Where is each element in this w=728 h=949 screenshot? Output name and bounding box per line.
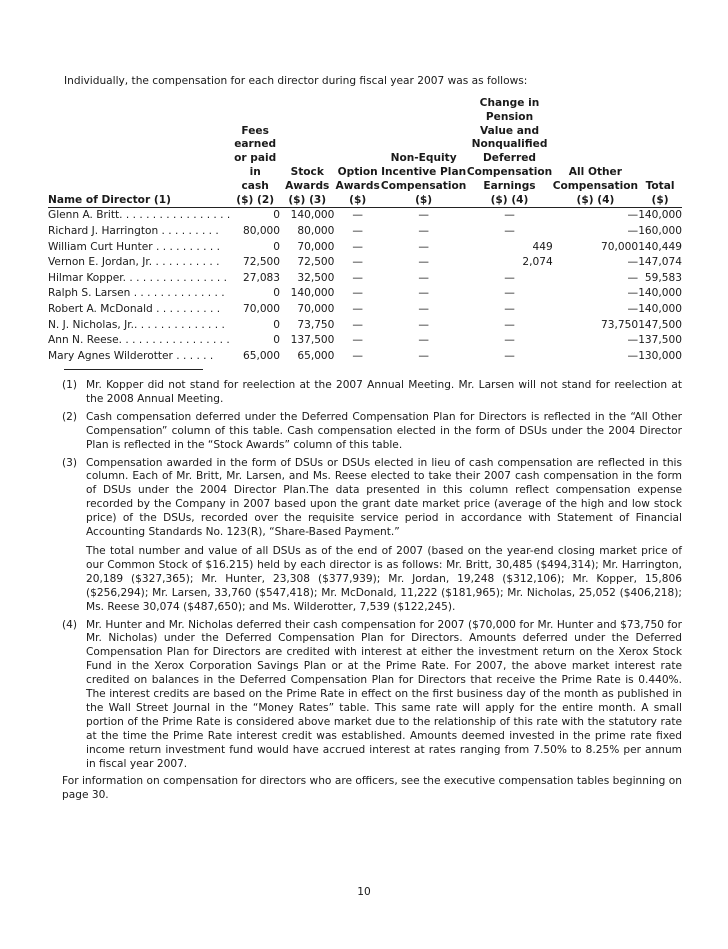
cell-option: — <box>352 224 363 237</box>
cell-other: — <box>627 224 639 237</box>
header-line: Earnings <box>483 179 536 192</box>
header-line: Stock <box>290 165 324 178</box>
cell-fees: 27,083 <box>242 271 281 284</box>
cell-option: — <box>352 209 363 222</box>
header-pension <box>466 97 552 208</box>
cell-pension: 449 <box>532 240 553 253</box>
cell-stock: 70,000 <box>297 302 335 315</box>
cell-nonequity: — <box>418 302 429 315</box>
header-line: ($) (4) <box>576 193 615 206</box>
cell-stock: 140,000 <box>290 209 335 222</box>
cell-pension: — <box>504 334 515 347</box>
header-stock-awards <box>280 97 334 208</box>
footnote-marker: (2) <box>62 410 78 423</box>
cell-nonequity: — <box>418 224 429 237</box>
header-line: earned <box>234 138 277 151</box>
cell-other: — <box>627 271 639 284</box>
table-row <box>48 318 682 334</box>
footnote <box>62 457 682 615</box>
cell-option: — <box>352 302 363 315</box>
header-line: Awards <box>285 179 330 192</box>
header-line: All Other <box>568 165 622 178</box>
cell-name: Richard J. Harrington . . . . . . . . . <box>48 224 219 237</box>
cell-pension: — <box>504 224 515 237</box>
cell-other: — <box>627 349 639 362</box>
cell-option: — <box>352 287 363 300</box>
director-compensation-table <box>48 97 682 364</box>
cell-option: — <box>352 349 363 362</box>
cell-total: 147,500 <box>638 318 682 331</box>
cell-option: — <box>352 256 363 269</box>
cell-other: — <box>627 334 639 347</box>
header-line: Deferred <box>483 152 536 165</box>
cell-fees: 0 <box>273 209 281 222</box>
cell-other: — <box>627 209 639 222</box>
cell-other: 73,750 <box>601 318 639 331</box>
cell-other: 70,000 <box>601 240 639 253</box>
header-line: Non-Equity <box>390 152 457 165</box>
header-total <box>638 97 682 208</box>
cell-nonequity: — <box>418 271 429 284</box>
header-line: Option <box>337 165 378 178</box>
footnote-marker: (1) <box>62 379 78 391</box>
cell-other: — <box>627 256 639 269</box>
table-row <box>48 208 682 224</box>
footnote <box>62 411 682 453</box>
cell-nonequity: — <box>418 240 429 253</box>
cell-name: William Curt Hunter . . . . . . . . . . <box>48 240 220 253</box>
cell-name: Vernon E. Jordan, Jr. . . . . . . . . . . <box>48 256 220 269</box>
header-line: Total <box>645 179 675 192</box>
header-non-equity <box>381 97 466 208</box>
cell-total: 160,000 <box>638 224 682 237</box>
cell-total: 147,074 <box>638 256 682 269</box>
cell-stock: 32,500 <box>297 271 335 284</box>
header-line: Compensation <box>466 165 553 178</box>
cell-nonequity: — <box>418 349 429 362</box>
header-line: Compensation <box>380 179 467 192</box>
header-line: Value and <box>479 124 540 137</box>
cell-pension: — <box>504 302 515 315</box>
cell-total: 130,000 <box>638 349 682 362</box>
cell-total: 137,500 <box>638 334 682 347</box>
header-line: Change in <box>479 97 540 109</box>
table-row <box>48 240 682 256</box>
header-all-other <box>553 97 638 208</box>
footnotes <box>62 379 682 803</box>
header-line: cash <box>241 179 269 192</box>
cell-fees: 80,000 <box>242 224 281 237</box>
cell-stock: 80,000 <box>297 224 335 237</box>
cell-total: 140,000 <box>638 287 682 300</box>
cell-fees: 70,000 <box>242 302 281 315</box>
cell-name: Ann N. Reese. . . . . . . . . . . . . . . . . <box>48 334 230 347</box>
intro-text: Individually, the compensation for each director during fiscal year 2007 was as follows: <box>64 75 528 87</box>
closing-paragraph: For information on compensation for directors who are officers, see the executive compensation tables beginning on page 30. <box>62 775 682 802</box>
cell-stock: 65,000 <box>297 349 335 362</box>
cell-other: — <box>627 302 639 315</box>
cell-other: — <box>627 287 639 300</box>
header-line: ($) (4) <box>490 193 529 206</box>
header-name: Name of Director (1) <box>48 97 230 208</box>
cell-total: 140,000 <box>638 302 682 315</box>
header-fees <box>230 97 280 208</box>
footnote-text: Cash compensation deferred under the Deferred Compensation Plan for Directors is reflected in the “All Other Compensation” column of this table. Cash compensation elected in the form of DSUs under the 2004 Director Plan is reflected in the “Stock Awards” column of this table. <box>86 410 682 451</box>
footnote-marker: (3) <box>62 456 78 469</box>
footnote-text: Mr. Kopper did not stand for reelection at the 2007 Annual Meeting. Mr. Larsen will not stand for reelection at the 2008 Annual Meeting. <box>86 379 682 405</box>
footnote <box>62 619 682 772</box>
footnote <box>62 379 682 407</box>
cell-stock: 140,000 <box>290 287 335 300</box>
footnote-text: Compensation awarded in the form of DSUs or DSUs elected in lieu of cash compensation are reflected in this column. Each of Mr. Britt, Mr. Larsen, and Ms. Reese elected to take their 2007 cash compensation in the form of DSUs under the 2004 Director Plan.The data presented in this column reflect compensation expense recorded by the Company in 2007 based upon the grant date market price (average of the high and low stock price) of the DSUs, recorded over the requisite service period in accordance with Statement of Financial Accounting Standards No. 123(R), “Share-Based Payment.” <box>86 456 682 539</box>
footnote-text: The total number and value of all DSUs as of the end of 2007 (based on the year-end closing market price of our Common Stock of $16.215) held by each director is as follows: Mr. Britt, 30,485 ($494,314); Mr. Harrington, 20,189 ($327,365); Mr. Hunter, 23,308 ($377,939); Mr. Jordan, 19,248 ($312,106); Mr. Kopper, 15,806 ($256,294); Mr. Larsen, 33,760 ($547,418); Mr. McDonald, 11,222 ($181,965); Mr. Nicholas, 25,052 ($406,218); Ms. Reese 30,074 ($487,650); and Ms. Wilderotter, 7,539 ($122,245). <box>86 544 682 613</box>
cell-nonequity: — <box>418 209 429 222</box>
cell-stock: 73,750 <box>297 318 335 331</box>
cell-fees: 72,500 <box>242 256 281 269</box>
cell-name: N. J. Nicholas, Jr.. . . . . . . . . . . . . . <box>48 318 225 331</box>
header-line: Compensation <box>552 179 639 192</box>
cell-name: Ralph S. Larsen . . . . . . . . . . . . . . <box>48 287 225 300</box>
table-row <box>48 286 682 302</box>
cell-nonequity: — <box>418 318 429 331</box>
cell-nonequity: — <box>418 256 429 269</box>
header-line: ($) <box>415 193 433 206</box>
header-line: or paid in <box>234 152 277 178</box>
header-line: ($) <box>651 193 669 206</box>
cell-pension: — <box>504 318 515 331</box>
table-row <box>48 224 682 240</box>
footnote-marker: (4) <box>62 618 78 631</box>
header-line: ($) (3) <box>288 193 327 206</box>
cell-stock: 72,500 <box>297 256 335 269</box>
cell-fees: 0 <box>273 334 281 347</box>
header-line: Incentive Plan <box>381 165 467 178</box>
cell-stock: 70,000 <box>297 240 335 253</box>
table-row <box>48 302 682 318</box>
cell-fees: 0 <box>273 287 281 300</box>
header-line: Nonqualified <box>471 138 548 151</box>
table-row <box>48 349 682 365</box>
footnote-text: Mr. Hunter and Mr. Nicholas deferred their cash compensation for 2007 ($70,000 for Mr. Hunter and $73,750 for Mr. Nicholas) under the Deferred Compensation Plan for Directors. Amounts deferred under the Deferred Compensation Plan for Directors are credited with interest at either the investment return on the Xerox Stock Fund in the Xerox Corporation Savings Plan or at the Prime Rate. For 2007, the above market interest rate credited on balances in the Deferred Compensation Plan for Directors that receive the Prime Rate is 0.440%. The interest credits are based on the Prime Rate in effect on the first business day of the month as published in the Wall Street Journal in the “Money Rates” table. This same rate will apply for the entire month. A small portion of the Prime Rate is considered above market due to the relationship of this rate with the statutory rate at the time the Prime Rate interest credit was established. Amounts deemed invested in the prime rate fixed income return investment fund would have accrued interest at rates ranging from 7.50% to 8.25% per annum in fiscal year 2007. <box>86 618 682 770</box>
header-line: ($) (2) <box>236 193 275 206</box>
cell-fees: 0 <box>273 240 281 253</box>
cell-pension: 2,074 <box>522 256 553 269</box>
header-option-awards <box>334 97 381 208</box>
table-header-row <box>48 97 682 208</box>
table-row <box>48 271 682 287</box>
cell-nonequity: — <box>418 334 429 347</box>
header-line: Awards <box>335 179 380 192</box>
cell-pension: — <box>504 209 515 222</box>
header-line: ($) <box>349 193 367 206</box>
page-number: 10 <box>357 886 371 898</box>
cell-nonequity: — <box>418 287 429 300</box>
cell-name: Glenn A. Britt. . . . . . . . . . . . . . . . . <box>48 209 231 222</box>
cell-pension: — <box>504 271 515 284</box>
cell-name: Robert A. McDonald . . . . . . . . . . <box>48 302 221 315</box>
cell-option: — <box>352 240 363 253</box>
cell-stock: 137,500 <box>290 334 335 347</box>
cell-fees: 0 <box>273 318 281 331</box>
cell-name: Hilmar Kopper. . . . . . . . . . . . . . . . <box>48 271 228 284</box>
table-row <box>48 255 682 271</box>
cell-fees: 65,000 <box>242 349 281 362</box>
cell-total: 59,583 <box>644 271 682 284</box>
cell-pension: — <box>504 349 515 362</box>
cell-total: 140,449 <box>638 240 682 253</box>
cell-name: Mary Agnes Wilderotter . . . . . . <box>48 349 214 362</box>
cell-option: — <box>352 318 363 331</box>
cell-option: — <box>352 271 363 284</box>
cell-total: 140,000 <box>638 209 682 222</box>
header-line: Pension <box>485 110 534 123</box>
footnote-rule <box>64 369 203 370</box>
cell-option: — <box>352 334 363 347</box>
header-line: Fees <box>241 124 269 137</box>
cell-pension: — <box>504 287 515 300</box>
table-row <box>48 333 682 349</box>
